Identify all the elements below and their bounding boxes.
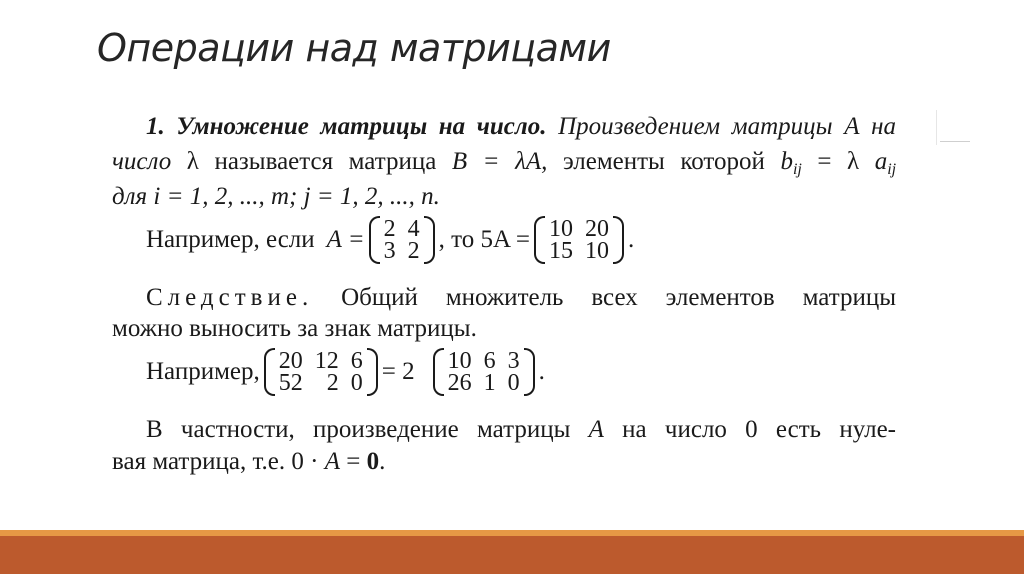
text: . xyxy=(538,358,545,385)
paragraph-line xyxy=(112,415,896,445)
matrix-cell: 3 xyxy=(507,348,520,374)
text: элементы которой xyxy=(562,148,765,175)
matrix-cell: 52 xyxy=(278,370,303,396)
matrix-cell: 15 xyxy=(549,238,573,264)
matrix-cell: 6 xyxy=(350,348,363,374)
paragraph-line xyxy=(112,447,896,477)
paragraph-line: для i = 1, 2, ..., m; j = 1, 2, ..., n. xyxy=(112,183,440,210)
text: Произведением матрицы xyxy=(558,113,833,140)
matrix-right xyxy=(433,348,535,396)
text: вая матрица, т.е. 0 · xyxy=(112,448,319,475)
paragraph-line xyxy=(112,283,896,313)
decorative-line xyxy=(940,141,970,142)
matrix-cell: 0 xyxy=(507,370,520,396)
text: , то 5A = xyxy=(438,226,530,253)
paragraph-line: можно выносить за знак матрицы. xyxy=(112,315,477,342)
text: Общий множитель всех элементов матрицы xyxy=(341,284,897,311)
matrix-cell: 10 xyxy=(549,216,573,242)
matrix-cell: 1 xyxy=(483,370,496,396)
text: = xyxy=(346,448,361,475)
text: называется матрица xyxy=(214,148,437,175)
matrix-cell: 10 xyxy=(585,238,609,264)
text: . xyxy=(379,448,386,475)
section-heading: 1. Умножение матрицы на число. xyxy=(146,113,547,140)
footer-bar xyxy=(0,536,1024,574)
paragraph-line xyxy=(112,147,896,185)
matrix-cell: 2 xyxy=(326,370,339,396)
text: . xyxy=(628,226,635,253)
example-row xyxy=(146,216,634,264)
text: A xyxy=(844,113,860,140)
matrix-cell: 20 xyxy=(585,216,609,242)
example-row xyxy=(146,348,545,396)
matrix-cell: 10 xyxy=(447,348,472,374)
matrix-cell: 12 xyxy=(314,348,339,374)
decorative-line xyxy=(936,110,937,145)
matrix-cell: 20 xyxy=(278,348,303,374)
text: В частности, произведение матрицы xyxy=(146,416,571,443)
text: = 2 xyxy=(381,358,415,385)
text: 0 xyxy=(366,448,380,475)
formula: B = λA, xyxy=(451,148,548,175)
matrix-cell: 2 xyxy=(383,216,396,242)
corollary-word: Следствие. xyxy=(146,284,314,311)
text: λ xyxy=(186,148,199,175)
matrix-cell: 0 xyxy=(350,370,363,396)
matrix-cell: 3 xyxy=(383,238,396,264)
text: A xyxy=(588,416,604,443)
matrix-cell: 6 xyxy=(483,348,496,374)
matrix-cell: 4 xyxy=(407,216,420,242)
text: на xyxy=(871,113,897,140)
formula: $b_{ij} = \lambda$ $a_{ij}$ xyxy=(780,148,897,178)
slide-title: Операции над матрицами xyxy=(97,26,611,70)
text: A xyxy=(324,448,341,475)
formula: A = xyxy=(326,226,365,253)
text: на число 0 есть нуле- xyxy=(622,416,896,443)
matrix-left xyxy=(264,348,378,396)
matrix-cell: 2 xyxy=(407,238,420,264)
text: Например, xyxy=(146,358,260,385)
matrix-a xyxy=(369,216,435,264)
text: Например, если xyxy=(146,226,315,253)
matrix-cell: 26 xyxy=(447,370,472,396)
paragraph-line xyxy=(112,112,896,142)
matrix-5a xyxy=(534,216,624,264)
text: число xyxy=(112,148,172,175)
